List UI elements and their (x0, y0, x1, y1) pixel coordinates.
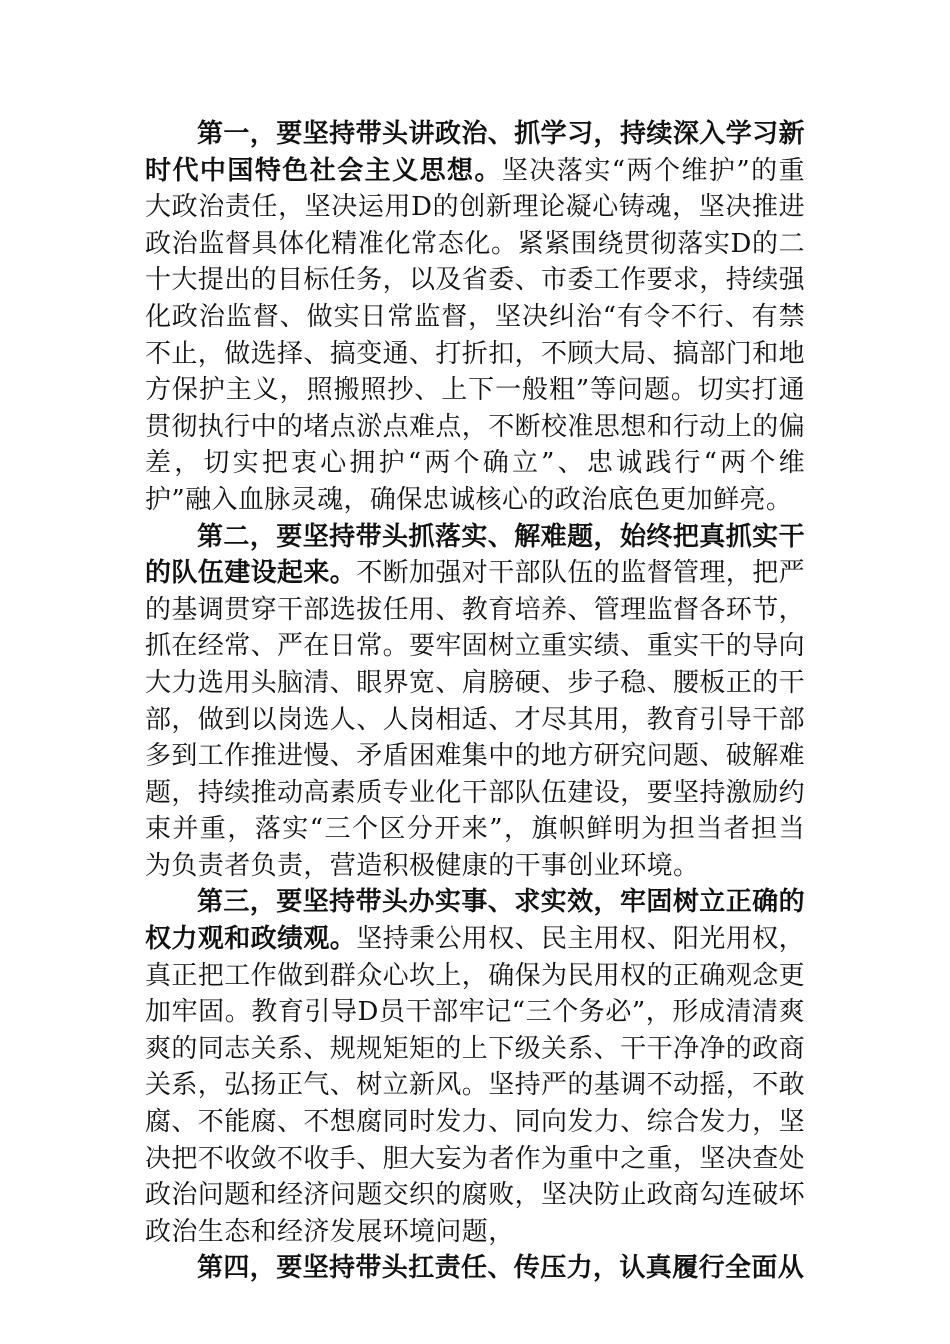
paragraph-1-body: 坚决落实“两个维护”的重大政治责任，坚决运用D的创新理论凝心铸魂，坚决推进政治监督具体化精准化常态化。紧紧围绕贯彻落实D的二十大提出的目标任务，以及省委、市委工作要求，持续强化政治监督、做实日常监督，坚决纠治“有令不行、有禁不止，做选择、搞变通、打折扣，不顾大局、搞部门和地方保护主义，照搬照抄、上下一般粗”等问题。切实打通贯彻执行中的堵点淤点难点，不断校准思想和行动上的偏差，切实把衷心拥护“两个确立”、忠诚践行“两个维护”融入血脉灵魂，确保忠诚核心的政治底色更加鲜亮。 (145, 155, 806, 515)
paragraph-4 (145, 1250, 805, 1287)
paragraph-3-body: 坚持秉公用权、民主用权、阳光用权，真正把工作做到群众心坎上，确保为民用权的正确观念更加牢固。教育引导D员干部牢记“三个务必”，形成清清爽爽的同志关系、规规矩矩的上下级关系、干干净净的政商关系，弘扬正气、树立新风。坚持严的基调不动摇，不敢腐、不能腐、不想腐同时发力、同向发力、综合发力，坚决把不收敛不收手、胆大妄为者作为重中之重，坚决查处政治问题和经济问题交织的腐败，坚决防止政商勾连破坏政治生态和经济发展环境问题， (145, 924, 806, 1247)
paragraph-4-lead: 第四，要坚持带头扛责任、传压力，认真履行全面从 (197, 1253, 805, 1284)
paragraph-1-lead: 第一，要坚持带头讲政治、抓学习，持续深入学习新时代中国特色社会主义思想。 (145, 119, 805, 186)
paragraph-2-body: 不断加强对干部队伍的监督管理，把严的基调贯穿干部选拔任用、教育培养、管理监督各环节，抓在经常、严在日常。要牢固树立重实绩、重实干的导向大力选用头脑清、眼界宽、肩膀硬、步子稳、腰板正的干部，做到以岗选人、人岗相适、才尽其用，教育引导干部多到工作推进慢、矛盾困难集中的地方研究问题、破解难题，持续推动高素质专业化干部队伍建设，要坚持激励约束并重，落实“三个区分开来”，旗帜鲜明为担当者担当为负责者负责，营造积极健康的干事创业环境。 (145, 558, 806, 881)
paragraph-1 (145, 116, 805, 519)
paragraph-3 (145, 884, 805, 1250)
paragraph-2 (145, 519, 805, 885)
document-body (145, 116, 805, 1287)
paragraph-3-lead: 第三，要坚持带头办实事、求实效，牢固树立正确的权力观和政绩观。 (145, 887, 805, 955)
paragraph-2-lead: 第二，要坚持带头抓落实、解难题，始终把真抓实干的队伍建设起来。 (145, 521, 805, 589)
